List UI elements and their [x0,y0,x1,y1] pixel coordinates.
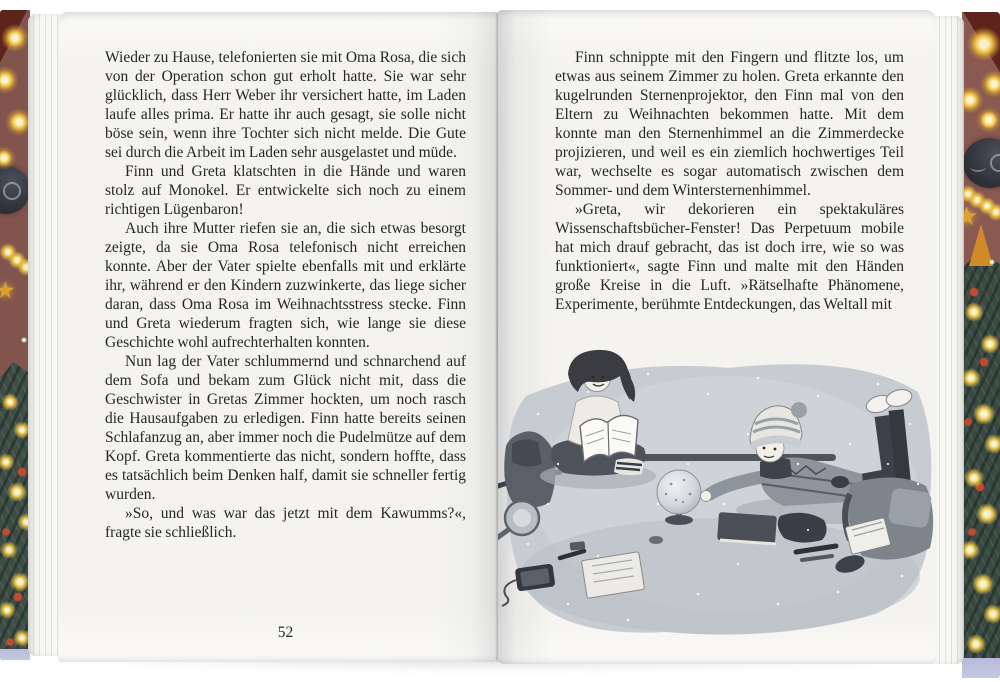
boy-hand [701,491,712,502]
headphones [831,476,849,488]
paragraph: Wieder zu Hause, telefonierten sie mit Oma Rosa, die sich von der Operation schon gut erholt hatte. Sie war sehr glücklich, dass Herr Weber ihr versichert hatte, im Laden laufe alles prima. Er hatte ihr auch gesagt, sie solle nicht böse sein, wenn ihre Tochter sich nicht melde. Die Gute sei durch die Arbeit im Laden sehr ausgelastet und müde. [105,49,466,161]
striped-sock [614,458,644,475]
page-edges-right [934,16,964,664]
gold-star-icon [962,202,978,232]
gold-star-icon [0,278,16,304]
dark-bauble-ornament [0,166,30,214]
eraser [570,541,586,551]
right-page-text [555,48,904,314]
page-edges-left [28,14,60,656]
left-page [58,12,498,662]
pebble-eraser [649,536,663,544]
christmas-tree-right [962,252,1000,660]
monocle-ring [990,154,1000,172]
christmas-tree-left [0,362,30,652]
paragraph: Finn schnippte mit den Fingern und flitzte los, um etwas aus seinem Zimmer zu holen. Greta erkannte den kugelrunden Sternenprojektor, den Finn mal von den Eltern zu Weihnachten bekommen hatte. Mit dem konnte man den Sternenhimmel an die Zimmerdecke projizieren, und weil es ein ziemlich hochwertiges Teil war, wechselte es sogar automatisch zwischen dem Sommer- und dem Wintersternenhimmel. [555,49,904,199]
book-cover-left-edge [0,10,30,660]
left-page-text [105,48,466,542]
book-cover-right-edge [962,12,1000,678]
snow-ground-right [962,658,1000,678]
pompom [791,402,807,418]
paragraph: »Greta, wir dekorieren ein spektakuläres Wissenschaftsbücher-Fenster! Das Perpetuum mobile hat mich drauf gebracht, das ist doch irre, wie so was funktioniert«, sagte Finn und malte mit den Händen große Kreise in die Luft. »Rätselhafte Phänomene, Experimente, berühmte Entdeckungen, das Weltall mit [555,201,904,313]
monocle-ring [3,182,21,200]
paragraph: Finn und Greta klatschten in die Hände und waren stolz auf Monokel. Er entwickelte sich noch zu einem richtigen Lügenbaron! [105,163,466,218]
ornament-doodle [970,162,986,172]
dark-book [717,512,777,544]
dark-bauble-ornament [963,138,1000,188]
cover-corner-dark [962,12,1000,74]
earbud-cord [502,580,516,606]
paragraph: »So, und was war das jetzt mit dem Kawumms?«, fragte sie schließlich. [105,505,466,541]
cover-corner-dark [0,10,30,68]
snow-ground-left [0,649,30,660]
paragraph: Auch ihre Mutter riefen sie an, die sich etwas besorgt zeigte, da sie Oma Rosa telefonisch nicht erreichen konnte. Aber der Vater spielte ebenfalls mit und erklärte ihr, während er den Kindern zuzwinkerte, das liege sicher daran, dass Oma Rosa im Weihnachtsstress stecke. Finn und Greta wiederum fragten sich, wie lange sie diese Geschichte wohl aufrechterhalten konnten. [105,220,466,351]
page-number: 52 [277,624,294,641]
backpack-left [504,431,555,507]
right-page [498,10,936,664]
illustration-children-on-floor [498,344,936,656]
paragraph: Nun lag der Vater schlummernd und schnarchend auf dem Sofa und bekam zum Glück nicht mit, dass die Geschwister in Gretas Zimmer hockten, um noch rasch die Hausaufgaben zu erledigen. Finn hatte bereits seinen Schlafanzug an, aber immer noch die Pudelmütze auf dem Kopf. Greta kommentierte das nicht, sondern hoffte, dass es tatsächlich beim Denken half, damit sie schneller fertig wurden. [105,353,466,503]
